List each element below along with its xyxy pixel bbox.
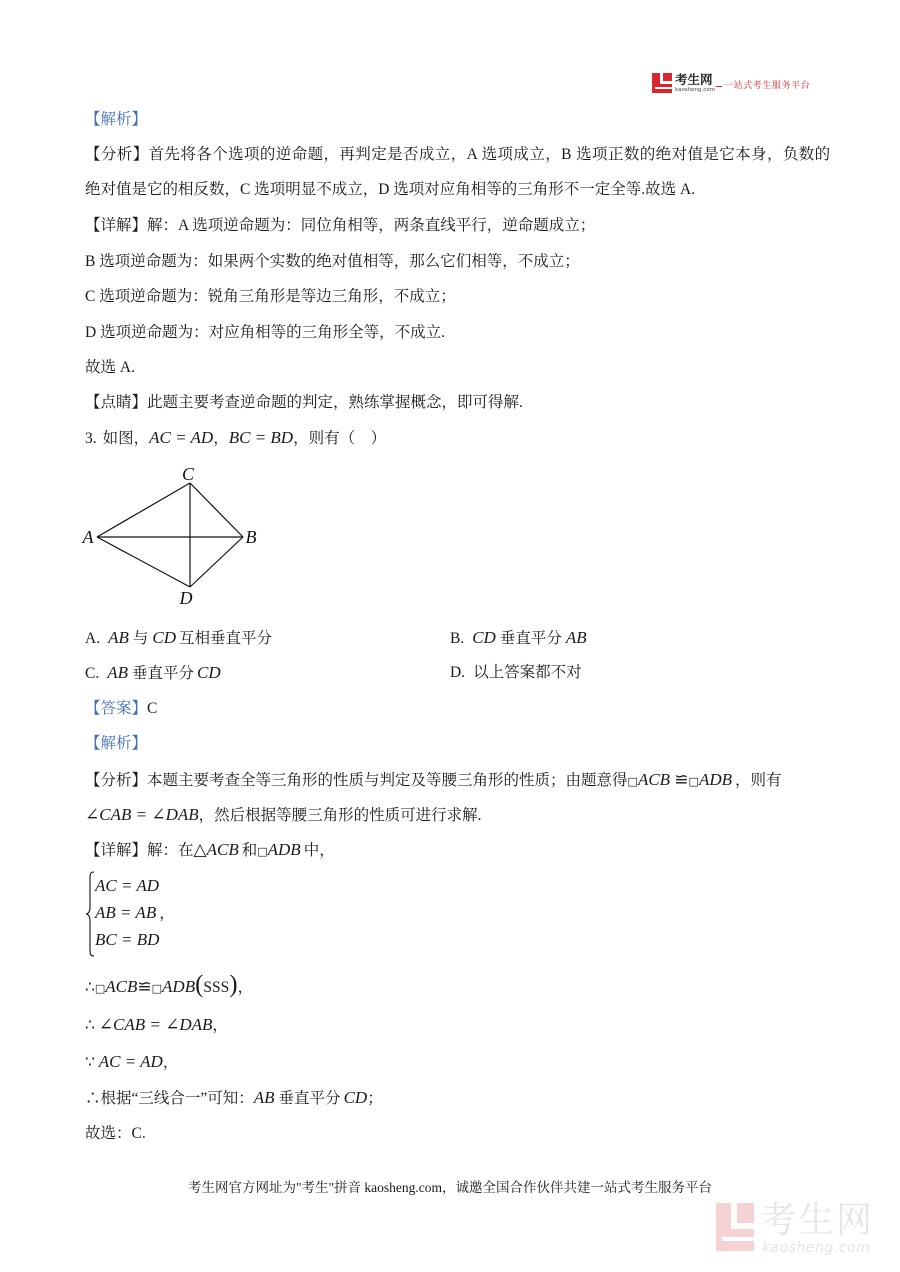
system-row-3 xyxy=(95,930,159,950)
triangle-acb: ACB xyxy=(105,977,138,996)
equation: AC = AD xyxy=(95,876,160,895)
option-a xyxy=(85,628,272,648)
segment-da xyxy=(97,537,190,587)
option-letter: A. xyxy=(85,630,101,647)
step-text: ∴根据“三线合一”可知： xyxy=(85,1090,254,1107)
detail-tag: 【详解】 xyxy=(85,842,148,859)
triangle-adb: ADB xyxy=(698,770,732,789)
right-paren: ) xyxy=(229,971,238,998)
option-math: AB xyxy=(107,663,128,682)
condition-1: AC = AD xyxy=(149,428,214,447)
side-equation: AC = AD xyxy=(98,1052,163,1071)
analysis-text: 首先将各个选项的逆命题，再判定是否成立，A 选项成立，B 选项正数的绝对值是它本身，负数的 xyxy=(148,146,831,163)
step-comma: ， xyxy=(237,979,254,996)
vertex-label-d: D xyxy=(179,588,193,608)
detail-suffix: 中， xyxy=(303,842,335,859)
system-row-1 xyxy=(95,876,159,896)
condition-2: BC = BD xyxy=(228,428,294,447)
vertex-label-c: C xyxy=(181,464,195,484)
kaosheng-logo-icon xyxy=(652,73,672,93)
option-c xyxy=(85,663,221,683)
jiexi-tag: 【解析】 xyxy=(85,111,148,128)
analysis-tag: 【分析】 xyxy=(85,772,148,789)
missing-glyph-box: □ xyxy=(627,775,638,788)
final-answer xyxy=(85,1124,146,1144)
option-letter: D. xyxy=(450,664,466,681)
option-b xyxy=(450,628,587,648)
stem-prefix: 如图， xyxy=(102,430,150,447)
congruent-symbol: ≌ xyxy=(670,770,689,789)
step-comma: ， xyxy=(162,1054,179,1071)
missing-glyph-box: □ xyxy=(257,845,268,858)
logo-domain: kaosheng.com xyxy=(675,87,716,93)
detail-text: D 选项逆命题为：对应角相等的三角形全等，不成立. xyxy=(85,324,445,341)
analysis-text: 绝对值是它的相反数，C 选项明显不成立，D 选项对应角相等的三角形不一定全等.故选 A. xyxy=(85,181,696,198)
step-angles xyxy=(85,1015,228,1035)
therefore-symbol: ∴ xyxy=(85,979,95,996)
step-comma: ， xyxy=(212,1017,228,1034)
prev-jiexi-heading xyxy=(85,110,147,130)
option-math: CD xyxy=(197,663,221,682)
question-number: 3. xyxy=(85,430,97,447)
step-because xyxy=(85,1052,178,1072)
segment-cb xyxy=(190,483,243,537)
option-text: 互相垂直平分 xyxy=(179,630,273,647)
prev-detail-line-1 xyxy=(85,216,595,236)
triangle-adb: ADB xyxy=(162,977,196,996)
logo-slogan: 一站式考生服务平台 xyxy=(724,81,811,91)
option-text: 垂直平分 xyxy=(499,630,562,647)
missing-glyph-box: □ xyxy=(151,982,163,995)
angle-equation: ∠CAB = ∠DAB xyxy=(98,1015,213,1034)
prev-detail-line-b xyxy=(85,252,580,272)
option-d xyxy=(450,663,582,683)
analysis-suffix: ，则有 xyxy=(735,772,782,789)
equation: BC = BD xyxy=(95,930,160,949)
congruence-rule: SSS xyxy=(203,979,230,996)
therefore-symbol: ∴ xyxy=(85,1017,99,1034)
option-letter: B. xyxy=(450,630,465,647)
option-letter: C. xyxy=(85,665,100,682)
triangle-adb: ADB xyxy=(267,840,301,859)
prev-conclusion xyxy=(85,358,135,378)
answer-value: C xyxy=(147,700,158,717)
prev-analysis-line-2 xyxy=(85,180,695,200)
jiexi-tag: 【解析】 xyxy=(85,735,148,752)
step-end: ； xyxy=(367,1090,383,1107)
question-stem xyxy=(85,428,386,448)
detail-prefix: 解：在 xyxy=(147,842,194,859)
option-math: CD xyxy=(472,628,496,647)
detail-line-1 xyxy=(85,840,335,860)
angle-equation: ∠CAB = ∠DAB xyxy=(85,805,199,824)
congruent-symbol: ≌ xyxy=(137,977,152,996)
geometry-figure xyxy=(80,460,270,610)
triangle-acb: ACB xyxy=(637,770,671,789)
answer-line xyxy=(85,699,157,719)
logo-name: 考生网 xyxy=(675,72,713,87)
page-footer: 考生网官方网址为"考生"拼音 kaosheng.com，诚邀全国合作伙伴共建一站式考生服务平台 xyxy=(187,1180,712,1195)
stem-suffix: ，则有（ ） xyxy=(293,430,387,447)
watermark-domain: kaosheng.com xyxy=(762,1240,871,1256)
analysis-text: 本题主要考查全等三角形的性质与判定及等腰三角形的性质；由题意得 xyxy=(147,772,628,789)
option-text: 以上答案都不对 xyxy=(473,664,582,681)
system-row-2 xyxy=(95,903,175,924)
vertex-label-b: B xyxy=(245,527,257,547)
final-answer-text: 故选：C. xyxy=(85,1125,146,1142)
option-text: 与 xyxy=(132,630,149,647)
detail-and: 和 xyxy=(241,842,258,859)
vertex-label-a: A xyxy=(82,527,94,547)
left-paren: ( xyxy=(195,971,204,998)
because-symbol: ∵ xyxy=(85,1054,99,1071)
missing-glyph-box: □ xyxy=(688,775,699,788)
stem-separator: ， xyxy=(213,430,229,447)
watermark-name: 考生网 xyxy=(760,1200,875,1241)
option-math: CD xyxy=(152,628,176,647)
option-math: AB xyxy=(108,628,129,647)
step-congruence xyxy=(85,971,254,998)
segment-bd xyxy=(190,537,243,587)
analysis-text: ，然后根据等腰三角形的性质可进行求解. xyxy=(198,807,482,824)
option-text: 垂直平分 xyxy=(132,665,195,682)
detail-text: 解：A 选项逆命题为：同位角相等，两条直线平行，逆命题成立； xyxy=(147,217,596,234)
missing-glyph-box: □ xyxy=(94,982,106,995)
step-text: 垂直平分 xyxy=(278,1090,341,1107)
segment-cd-math: CD xyxy=(343,1088,368,1107)
detail-text: B 选项逆命题为：如果两个实数的绝对值相等，那么它们相等，不成立； xyxy=(85,253,580,270)
left-brace xyxy=(85,870,95,958)
system-comma: ， xyxy=(159,905,175,922)
note-text: 此题主要考查逆命题的判定，熟练掌握概念，即可得解. xyxy=(147,394,523,411)
segment-ac xyxy=(97,483,190,537)
detail-tag: 【详解】 xyxy=(85,217,148,234)
analysis-line-2 xyxy=(85,805,482,825)
step-conclusion xyxy=(85,1088,383,1108)
prev-detail-line-c xyxy=(85,287,456,307)
analysis-tag: 【分析】 xyxy=(85,146,149,163)
equation-system xyxy=(85,870,285,958)
prev-note xyxy=(85,393,523,413)
answer-tag: 【答案】 xyxy=(85,700,148,717)
triangle-acb: △ACB xyxy=(193,840,239,859)
jiexi-heading xyxy=(85,734,147,754)
logo-divider xyxy=(716,86,722,87)
note-tag: 【点睛】 xyxy=(85,394,148,411)
option-math: AB xyxy=(565,628,587,647)
conclusion-text: 故选 A. xyxy=(85,359,135,376)
detail-text: C 选项逆命题为：锐角三角形是等边三角形，不成立； xyxy=(85,288,456,305)
prev-analysis-line-1 xyxy=(85,145,831,165)
segment-ab-math: AB xyxy=(253,1088,275,1107)
equation: AB = AB xyxy=(95,903,157,922)
watermark-logo-icon xyxy=(716,1203,754,1251)
analysis-line-1 xyxy=(85,770,782,790)
prev-detail-line-d xyxy=(85,323,445,343)
